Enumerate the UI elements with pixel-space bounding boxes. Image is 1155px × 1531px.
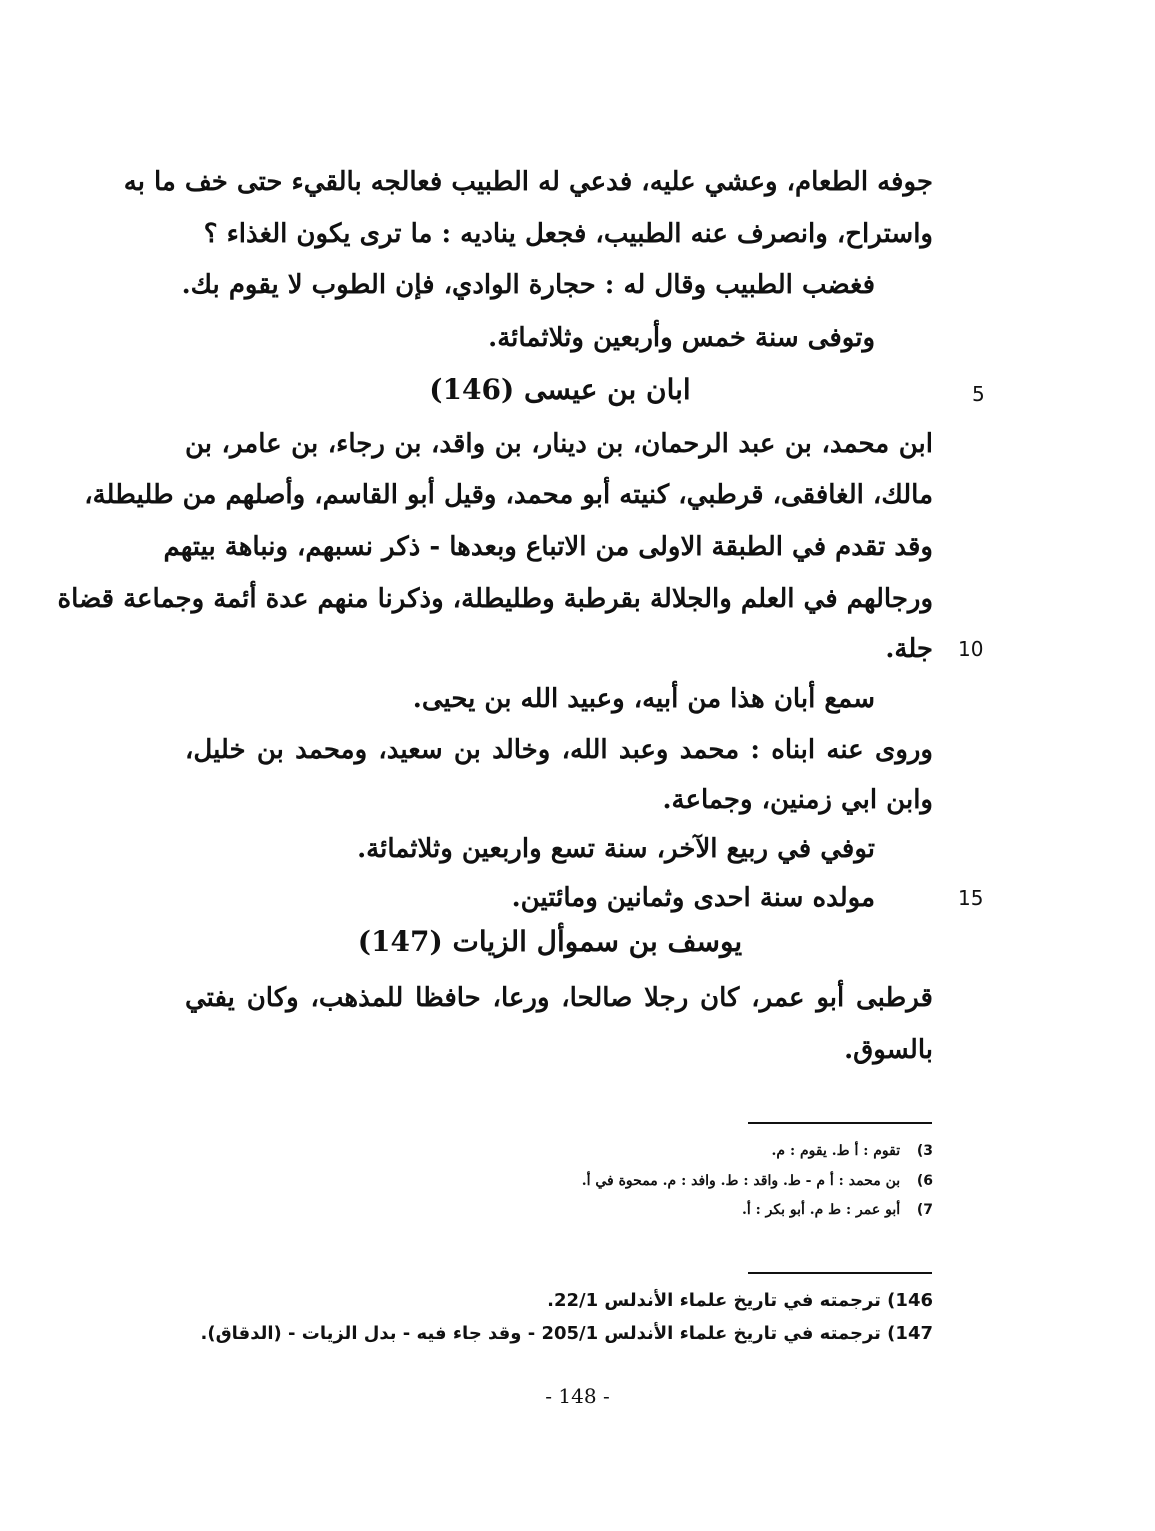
footnote-divider [748,1122,932,1124]
note-text: أبو عمر : ط م. أبو بكر : أ. [741,1202,901,1218]
body-line: مولده سنة احدى وثمانين ومائتين. [511,883,875,913]
note-number: 7) [916,1202,933,1218]
body-line: مالك، الغافقى، قرطبي، كنيته أبو محمد، وقيل أبو القاسم، وأصلهم من طليطلة، [84,480,933,510]
note-number: 3) [916,1143,933,1159]
body-line: ابن محمد، بن عبد الرحمان، بن دينار، بن واقد، بن رجاء، بن عامر، بن [185,429,933,459]
body-line: جوفه الطعام، وعشي عليه، فدعي له الطبيب فعالجه بالقيء حتى خف ما به [123,167,933,197]
source-note: 147) ترجمته في تاريخ علماء الأندلس 205/1 - وقد جاء فيه - بدل الزيات - (الدقاق). [200,1323,933,1344]
source-note: 146) ترجمته في تاريخ علماء الأندلس 22/1. [547,1290,933,1311]
variant-note [213,1170,933,1192]
footnote-divider [748,1272,932,1274]
note-text: بن محمد : أ م - ط. واقد : ط. وافد : م. ممحوة في أ. [581,1173,901,1189]
body-line: وروى عنه ابناه : محمد وعبد الله، وخالد بن سعيد، ومحمد بن خليل، [185,735,933,765]
body-line: وقد تقدم في الطبقة الاولى من الاتباع وبعدها - ذكر نسبهم، ونباهة بيتهم [163,532,933,562]
variant-note [213,1199,933,1221]
body-line: سمع أبان هذا من أبيه، وعبيد الله بن يحيى. [412,684,875,714]
body-line: ورجالهم في العلم والجلالة بقرطبة وطليطلة، وذكرنا منهم عدة أئمة وجماعة قضاة [57,584,933,614]
body-line: توفي في ربيع الآخر، سنة تسع واربعين وثلاثمائة. [357,834,875,864]
body-line: جلة. [885,634,933,664]
body-line: قرطبى أبو عمر، كان رجلا صالحا، ورعا، حافظا للمذهب، وكان يفتي [185,983,933,1013]
page-number: - 148 - [545,1384,610,1408]
entry-heading: ابان بن عيسى (146) [429,373,691,406]
variant-note [213,1140,933,1162]
line-number: 10 [958,637,984,661]
line-number: 5 [972,382,985,406]
line-number: 15 [958,886,984,910]
body-line: بالسوق. [844,1035,933,1065]
entry-heading: يوسف بن سموأل الزيات (147) [357,925,743,958]
note-number: 6) [916,1173,933,1189]
body-line: فغضب الطبيب وقال له : حجارة الوادي، فإن الطوب لا يقوم بك. [181,270,875,300]
body-line: وابن ابي زمنين، وجماعة. [662,785,933,815]
body-line: واستراح، وانصرف عنه الطبيب، فجعل يناديه : ما ترى يكون الغذاء ؟ [203,219,933,249]
body-line: وتوفى سنة خمس وأربعين وثلاثمائة. [488,323,875,353]
note-text: تقوم : أ ط. يقوم : م. [771,1143,901,1159]
